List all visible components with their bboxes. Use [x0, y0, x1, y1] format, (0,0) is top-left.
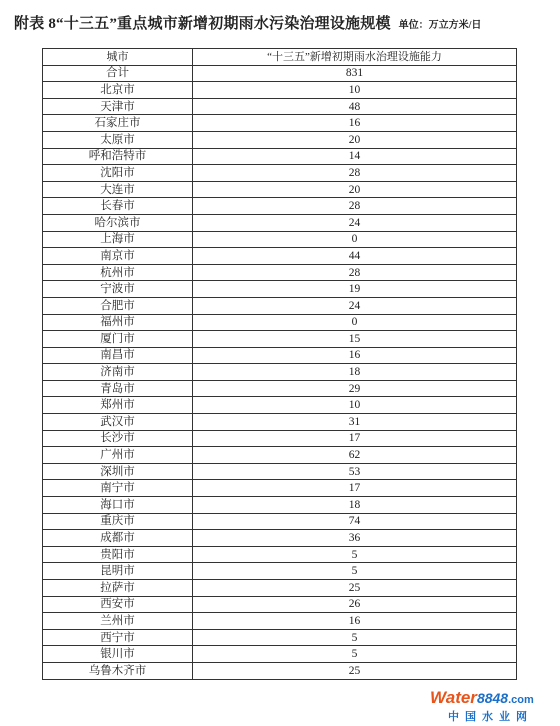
table-row [43, 380, 517, 397]
table-row [43, 463, 517, 480]
table-row [43, 248, 517, 265]
table-row [43, 65, 517, 82]
table-row [43, 513, 517, 530]
cell-capacity: 19 [193, 281, 517, 298]
cell-capacity: 62 [193, 447, 517, 464]
header-city: 城市 [43, 49, 193, 66]
table-row [43, 264, 517, 281]
cell-capacity: 5 [193, 629, 517, 646]
cell-capacity: 5 [193, 563, 517, 580]
table-row [43, 98, 517, 115]
table-row [43, 646, 517, 663]
cell-capacity: 44 [193, 248, 517, 265]
watermark-logo [430, 688, 550, 722]
table-row [43, 281, 517, 298]
table-row [43, 115, 517, 132]
table-row [43, 397, 517, 414]
cell-capacity: 31 [193, 414, 517, 431]
cell-capacity: 16 [193, 613, 517, 630]
cell-capacity: 74 [193, 513, 517, 530]
cell-city: 厦门市 [43, 331, 193, 348]
cell-city: 郑州市 [43, 397, 193, 414]
watermark-suffix: .com [508, 694, 534, 706]
watermark-number: 8848 [476, 690, 509, 706]
table-row [43, 530, 517, 547]
cell-city: 福州市 [43, 314, 193, 331]
table-row [43, 131, 517, 148]
cell-city: 天津市 [43, 98, 193, 115]
cell-capacity: 18 [193, 497, 517, 514]
watermark-cn: 中国水业网 [448, 710, 533, 723]
cell-city: 呼和浩特市 [43, 148, 193, 165]
cell-capacity: 36 [193, 530, 517, 547]
cell-city: 大连市 [43, 181, 193, 198]
table-row [43, 214, 517, 231]
cell-city: 武汉市 [43, 414, 193, 431]
table-row [43, 231, 517, 248]
cell-city: 北京市 [43, 82, 193, 99]
table-row [43, 613, 517, 630]
cell-capacity: 10 [193, 397, 517, 414]
cell-capacity: 10 [193, 82, 517, 99]
cell-capacity: 16 [193, 115, 517, 132]
cell-capacity: 5 [193, 646, 517, 663]
cell-capacity: 28 [193, 165, 517, 182]
cell-capacity: 17 [193, 480, 517, 497]
cell-city: 杭州市 [43, 264, 193, 281]
cell-city: 兰州市 [43, 613, 193, 630]
cell-city: 西宁市 [43, 629, 193, 646]
table-row [43, 297, 517, 314]
table-header-row [43, 49, 517, 66]
table-row [43, 148, 517, 165]
table-row [43, 347, 517, 364]
cell-capacity: 20 [193, 131, 517, 148]
cell-city: 哈尔滨市 [43, 214, 193, 231]
cell-city: 拉萨市 [43, 580, 193, 597]
cell-city: 南昌市 [43, 347, 193, 364]
cell-capacity: 29 [193, 380, 517, 397]
title-text: 附表 8“十三五”重点城市新增初期雨水污染治理设施规模 [14, 16, 391, 32]
table-row [43, 314, 517, 331]
cell-capacity: 0 [193, 231, 517, 248]
table-row [43, 563, 517, 580]
cell-city: 济南市 [43, 364, 193, 381]
table-row [43, 497, 517, 514]
cell-capacity: 53 [193, 463, 517, 480]
cell-city: 深圳市 [43, 463, 193, 480]
header-capacity: “十三五”新增初期雨水治理设施能力 [193, 49, 517, 66]
cell-city: 重庆市 [43, 513, 193, 530]
cell-capacity: 24 [193, 214, 517, 231]
table-row [43, 364, 517, 381]
cell-capacity: 0 [193, 314, 517, 331]
cell-city: 宁波市 [43, 281, 193, 298]
cell-city: 乌鲁木齐市 [43, 662, 193, 679]
unit-label: 单位：万立方米/日 [398, 20, 482, 31]
cell-capacity: 24 [193, 297, 517, 314]
table-title [14, 12, 554, 38]
cell-city: 沈阳市 [43, 165, 193, 182]
cell-city: 青岛市 [43, 380, 193, 397]
cell-city: 成都市 [43, 530, 193, 547]
cell-capacity: 48 [193, 98, 517, 115]
cell-city: 西安市 [43, 596, 193, 613]
cell-capacity: 28 [193, 198, 517, 215]
table-row [43, 331, 517, 348]
cell-city: 合计 [43, 65, 193, 82]
table-row [43, 82, 517, 99]
table-row [43, 414, 517, 431]
table-row [43, 596, 517, 613]
cell-capacity: 5 [193, 546, 517, 563]
cell-city: 海口市 [43, 497, 193, 514]
table-row [43, 198, 517, 215]
table-row [43, 662, 517, 679]
cell-capacity: 26 [193, 596, 517, 613]
cell-capacity: 14 [193, 148, 517, 165]
table-row [43, 580, 517, 597]
cell-capacity: 16 [193, 347, 517, 364]
cell-city: 银川市 [43, 646, 193, 663]
data-table [42, 48, 517, 680]
cell-city: 贵阳市 [43, 546, 193, 563]
table-row [43, 447, 517, 464]
table-row [43, 165, 517, 182]
cell-city: 长沙市 [43, 430, 193, 447]
watermark-word: Water [430, 688, 477, 707]
table-row [43, 430, 517, 447]
table-row [43, 181, 517, 198]
cell-city: 太原市 [43, 131, 193, 148]
table-row [43, 629, 517, 646]
cell-capacity: 831 [193, 65, 517, 82]
cell-capacity: 20 [193, 181, 517, 198]
cell-capacity: 18 [193, 364, 517, 381]
table-row [43, 480, 517, 497]
cell-city: 昆明市 [43, 563, 193, 580]
cell-city: 广州市 [43, 447, 193, 464]
cell-capacity: 17 [193, 430, 517, 447]
cell-city: 南宁市 [43, 480, 193, 497]
cell-city: 上海市 [43, 231, 193, 248]
cell-city: 合肥市 [43, 297, 193, 314]
cell-capacity: 28 [193, 264, 517, 281]
cell-capacity: 25 [193, 580, 517, 597]
cell-city: 南京市 [43, 248, 193, 265]
cell-city: 石家庄市 [43, 115, 193, 132]
cell-capacity: 15 [193, 331, 517, 348]
cell-capacity: 25 [193, 662, 517, 679]
table-row [43, 546, 517, 563]
cell-city: 长春市 [43, 198, 193, 215]
